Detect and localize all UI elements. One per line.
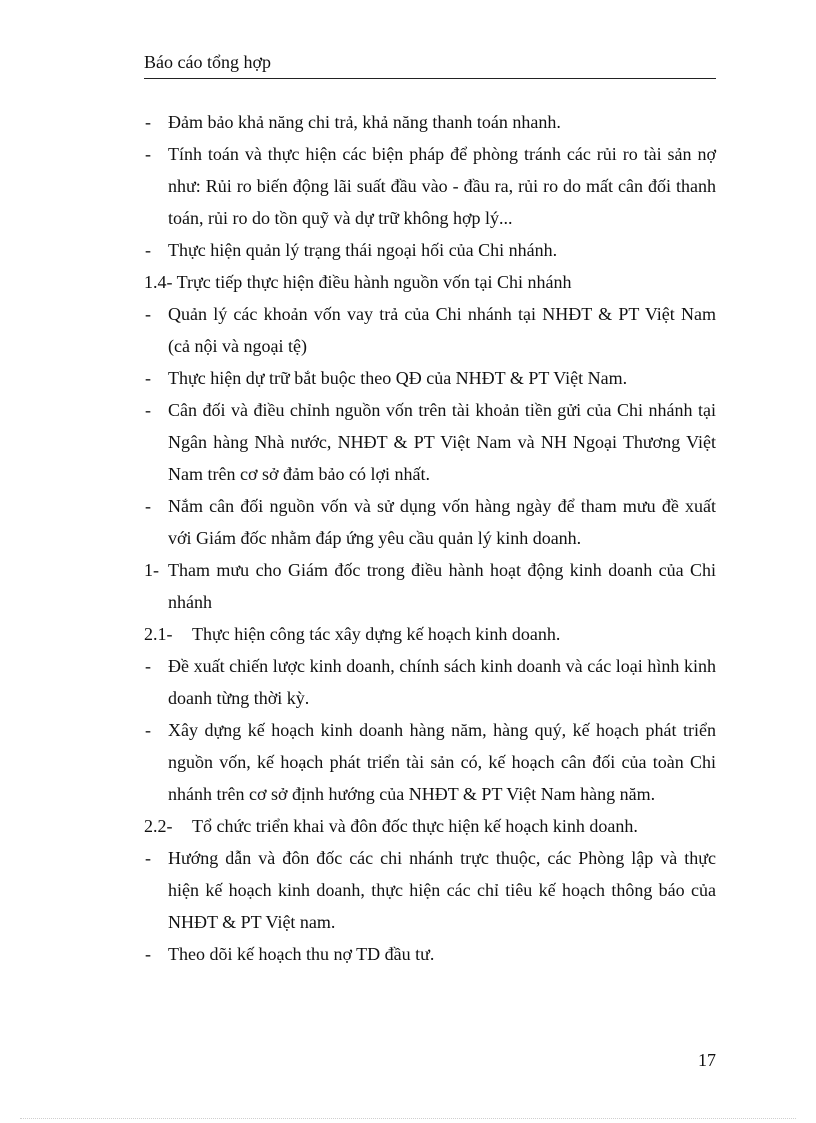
paragraph-text: Tổ chức triển khai và đôn đốc thực hiện kế hoạch kinh doanh. — [192, 816, 638, 836]
paragraph-text: Tham mưu cho Giám đốc trong điều hành hoạt động kinh doanh của Chi nhánh — [168, 560, 716, 612]
paragraph-text: Thực hiện công tác xây dựng kế hoạch kinh doanh. — [192, 624, 561, 644]
list-marker: - — [145, 400, 151, 420]
paragraph-text: Hướng dẫn và đôn đốc các chi nhánh trực thuộc, các Phòng lập và thực hiện kế hoạch kinh doanh, thực hiện các chỉ tiêu kế hoạch thông báo của NHĐT & PT Việt nam. — [168, 848, 716, 932]
paragraph-text: Thực hiện quản lý trạng thái ngoại hối của Chi nhánh. — [168, 240, 558, 260]
section-heading — [144, 554, 716, 618]
bullet-item — [144, 650, 716, 714]
paragraph-text: Theo dõi kế hoạch thu nợ TD đầu tư. — [168, 944, 435, 964]
section-heading — [144, 618, 716, 650]
list-marker: - — [145, 144, 151, 164]
bullet-item — [144, 714, 716, 810]
list-marker: - — [145, 944, 151, 964]
list-marker: 1- — [144, 560, 159, 580]
paragraph-text: Xây dựng kế hoạch kinh doanh hàng năm, hàng quý, kế hoạch phát triển nguồn vốn, kế hoạch phát triển tài sản có, kế hoạch cân đối của toàn Chi nhánh trên cơ sở định hướng của NHĐT & PT Việt Nam hàng năm. — [168, 720, 716, 804]
header-title: Báo cáo tổng hợp — [144, 52, 271, 72]
bullet-item — [144, 298, 716, 362]
bullet-item — [144, 490, 716, 554]
list-marker: - — [145, 720, 151, 740]
page-header — [144, 50, 716, 79]
page-number: 17 — [698, 1050, 716, 1070]
list-marker: - — [145, 848, 151, 868]
section-heading — [144, 810, 716, 842]
list-marker: - — [145, 112, 151, 132]
list-marker: 2.1- — [144, 624, 173, 644]
bullet-item — [144, 842, 716, 938]
bullet-item — [144, 938, 716, 970]
bullet-item — [144, 234, 716, 266]
list-marker: - — [145, 304, 151, 324]
list-marker: - — [145, 240, 151, 260]
paragraph-text: Đề xuất chiến lược kinh doanh, chính sách kinh doanh và các loại hình kinh doanh từng thời kỳ. — [168, 656, 716, 708]
paragraph-text: Thực hiện dự trữ bắt buộc theo QĐ của NHĐT & PT Việt Nam. — [168, 368, 628, 388]
list-marker: - — [145, 368, 151, 388]
bullet-item — [144, 138, 716, 234]
list-marker: - — [145, 496, 151, 516]
paragraph-text: Tính toán và thực hiện các biện pháp để phòng tránh các rủi ro tài sản nợ như: Rủi ro biến động lãi suất đầu vào - đầu ra, rủi ro do mất cân đối thanh toán, rủi ro do tồn quỹ và dự trữ không hợp lý... — [168, 144, 716, 228]
paragraph-text: Nắm cân đối nguồn vốn và sử dụng vốn hàng ngày để tham mưu đề xuất với Giám đốc nhằm đáp ứng yêu cầu quản lý kinh doanh. — [168, 496, 716, 548]
paragraph-text: Cân đối và điều chỉnh nguồn vốn trên tài khoản tiền gửi của Chi nhánh tại Ngân hàng Nhà nước, NHĐT & PT Việt Nam và NH Ngoại Thương Việt Nam trên cơ sở đảm bảo có lợi nhất. — [168, 400, 716, 484]
document-body — [144, 106, 716, 970]
list-marker: - — [145, 656, 151, 676]
paragraph-text: Quản lý các khoản vốn vay trả của Chi nhánh tại NHĐT & PT Việt Nam (cả nội và ngoại tệ) — [168, 304, 716, 356]
page-bottom-divider — [20, 1118, 796, 1119]
bullet-item — [144, 394, 716, 490]
paragraph-text: Đảm bảo khả năng chi trả, khả năng thanh toán nhanh. — [168, 112, 561, 132]
list-marker: 2.2- — [144, 816, 173, 836]
bullet-item — [144, 362, 716, 394]
section-heading — [144, 266, 716, 298]
paragraph-text: 1.4- Trực tiếp thực hiện điều hành nguồn vốn tại Chi nhánh — [144, 272, 572, 292]
bullet-item — [144, 106, 716, 138]
